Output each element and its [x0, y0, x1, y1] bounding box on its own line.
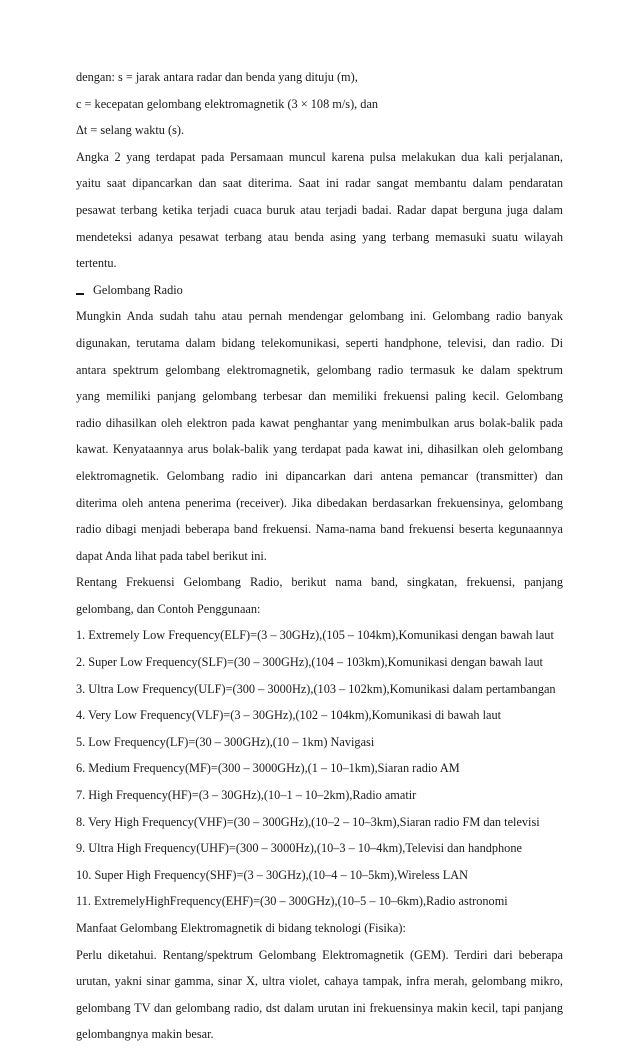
text-line: elektromagnetik. Gelombang radio ini dipancarkan dari antena pemancar (transmitter) dan	[76, 468, 563, 483]
text-line: mendeteksi adanya pesawat terbang atau benda asing yang terbang memasuki suatu wilayah	[76, 229, 563, 244]
text-line: Manfaat Gelombang Elektromagnetik di bidang teknologi (Fisika):	[76, 921, 406, 935]
text-line: dapat Anda lihat pada tabel berikut ini.	[76, 548, 267, 563]
text-line: radio dibagi menjadi beberapa band frekuensi. Nama-nama band frekuensi beserta kegunaannya	[76, 522, 563, 537]
list-item: 8. Very High Frequency(VHF)=(30 – 300GHz),(10–2 – 10–3km),Siaran radio FM dan televisi	[76, 814, 540, 829]
text-line: radio dihasilkan oleh elektron pada kawat penghantar yang menimbulkan arus bolak-balik pada	[76, 415, 563, 430]
text-line: gelombangnya makin besar.	[76, 1027, 214, 1042]
list-item: 11. ExtremelyHighFrequency(EHF)=(30 – 300GHz),(10–5 – 10–6km),Radio astronomi	[76, 894, 508, 909]
text-line: Angka 2 yang terdapat pada Persamaan muncul karena pulsa melakukan dua kali perjalanan,	[76, 149, 563, 164]
text-line: Mungkin Anda sudah tahu atau pernah mendengar gelombang ini. Gelombang radio banyak	[76, 309, 563, 324]
bullet-icon	[76, 285, 84, 295]
text-line: Δt = selang waktu (s).	[76, 123, 185, 138]
text-line: Rentang Frekuensi Gelombang Radio, berikut nama band, singkatan, frekuensi, panjang	[76, 575, 563, 590]
text-line: pesawat terbang ketika terjadi cuaca buruk atau terjadi badai. Radar dapat berguna juga dalam	[76, 202, 563, 217]
list-item: 9. Ultra High Frequency(UHF)=(300 – 3000Hz),(10–3 – 10–4km),Televisi dan handphone	[76, 841, 522, 856]
text-line: gelombang TV dan gelombang radio, dst dalam urutan ini frekuensinya makin kecil, tapi panjang	[76, 1000, 563, 1015]
text-line: tertentu.	[76, 256, 117, 271]
list-item: 3. Ultra Low Frequency(ULF)=(300 – 3000Hz),(103 – 102km),Komunikasi dalam pertambangan	[76, 681, 556, 696]
text-line: Perlu diketahui. Rentang/spektrum Gelombang Elektromagnetik (GEM). Terdiri dari beberapa	[76, 947, 563, 962]
list-item: 7. High Frequency(HF)=(3 – 30GHz),(10–1 – 10–2km),Radio amatir	[76, 788, 417, 803]
section-heading-radio	[76, 277, 563, 304]
list-item: 4. Very Low Frequency(VLF)=(3 – 30GHz),(102 – 104km),Komunikasi di bawah laut	[76, 708, 502, 723]
text-line: kawat. Kenyataannya arus bolak-balik yang terdapat pada kawat ini, dihasilkan oleh gelombang	[76, 442, 563, 457]
text-line: c = kecepatan gelombang elektromagnetik (3 × 108 m/s), dan	[76, 96, 379, 111]
text-line: diterima oleh antena penerima (receiver). Jika dibedakan berdasarkan frekuensinya, gelombang	[76, 495, 563, 510]
document-body	[76, 64, 563, 1048]
text-line: yang memiliki panjang gelombang terbesar dan memiliki frekuensi paling kecil. Gelombang	[76, 389, 563, 404]
list-item: 5. Low Frequency(LF)=(30 – 300GHz),(10 – 1km) Navigasi	[76, 734, 375, 749]
list-item: 1. Extremely Low Frequency(ELF)=(3 – 30GHz),(105 – 104km),Komunikasi dengan bawah laut	[76, 628, 554, 643]
text-line: urutan, yakni sinar gamma, sinar X, ultra violet, cahaya tampak, infra merah, gelombang mikro,	[76, 974, 563, 989]
list-item: 6. Medium Frequency(MF)=(300 – 3000GHz),(1 – 10–1km),Siaran radio AM	[76, 761, 460, 776]
text-line: gelombang, dan Contoh Penggunaan:	[76, 601, 261, 616]
list-item: 10. Super High Frequency(SHF)=(3 – 30GHz),(10–4 – 10–5km),Wireless LAN	[76, 867, 469, 882]
text-line: digunakan, terutama dalam bidang telekomunikasi, seperti handphone, televisi, dan radio. Di	[76, 335, 563, 350]
section-heading-label: Gelombang Radio	[93, 282, 183, 297]
text-line: yaitu saat dipancarkan dan saat diterima. Saat ini radar sangat membantu dalam pendaratan	[76, 176, 563, 191]
text-line: dengan: s = jarak antara radar dan benda yang dituju (m),	[76, 70, 358, 84]
list-item: 2. Super Low Frequency(SLF)=(30 – 300GHz),(104 – 103km),Komunikasi dengan bawah laut	[76, 655, 543, 670]
text-line: antara spektrum gelombang elektromagnetik, gelombang radio termasuk ke dalam spektrum	[76, 362, 563, 377]
